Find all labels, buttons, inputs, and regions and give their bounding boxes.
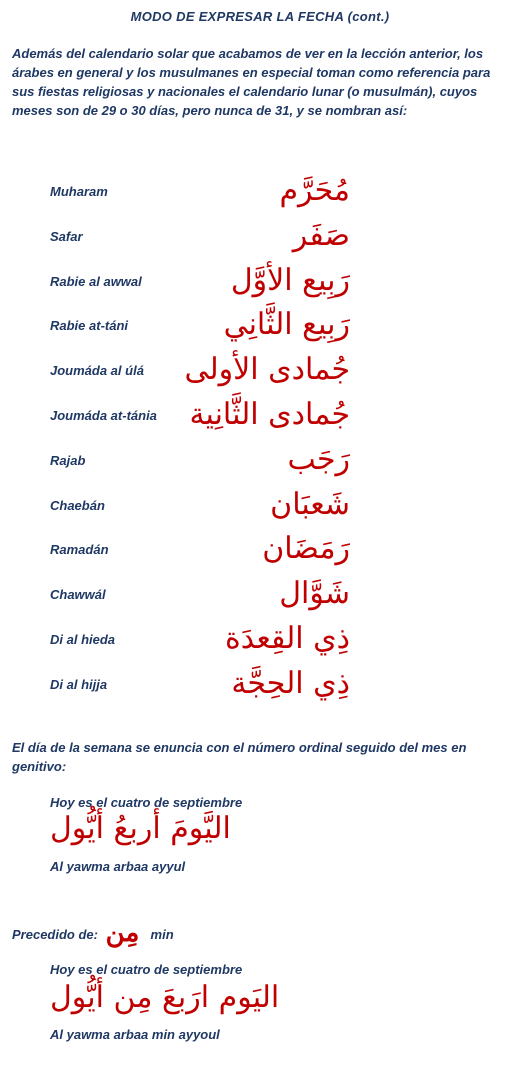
month-arabic: رَبِيع الأوَّل [230, 263, 350, 298]
month-arabic: رَمَضَان [262, 531, 350, 566]
month-row [0, 435, 520, 479]
month-latin: Chaebán [50, 498, 105, 513]
month-latin: Ramadán [50, 542, 109, 557]
month-arabic: شَعبَان [270, 487, 350, 522]
month-row [0, 480, 520, 524]
month-latin: Safar [50, 229, 83, 244]
month-latin: Joumáda al úlá [50, 363, 144, 378]
month-arabic: شَوَّال [279, 576, 350, 611]
month-latin: Rabie at-táni [50, 318, 129, 333]
month-arabic: جُمادى الثَّانِية [189, 397, 350, 432]
intro-paragraph: Además del calendario solar que acabamos de ver en la lección anterior, los árabes en general y los musulmanes en especial toman como referencia para sus fiestas religiosas y nacionales el calendario lunar (o musulmán), cuyos meses son de 29 o 30 días, pero nunca de 31, y se nombran así: [12, 46, 491, 118]
month-arabic: جُمادى الأولى [184, 352, 350, 387]
month-latin: Rajab [50, 453, 86, 468]
example1-arabic: اليَّومَ أربعُ أيُّول [50, 811, 231, 846]
month-latin: Di al hijja [50, 677, 108, 692]
month-row [0, 166, 520, 210]
min-arabic: مِن [105, 918, 140, 948]
example2-arabic: اليَوم ارَبعَ مِن أيُّول [50, 980, 280, 1015]
example1-spanish: Hoy es el cuatro de septiembre [50, 795, 243, 810]
month-row [0, 390, 520, 434]
month-row [0, 300, 520, 344]
month-row [0, 345, 520, 389]
month-row [0, 256, 520, 300]
month-latin: Rabie al awwal [50, 274, 142, 289]
month-arabic: رَبِيع الثَّانِي [223, 307, 350, 342]
month-row [0, 211, 520, 255]
month-arabic: رَجَب [287, 442, 350, 477]
month-latin: Di al hieda [50, 632, 116, 647]
month-arabic: ذِي القِعدَة [225, 621, 350, 656]
preceded-label: Precedido de: [12, 927, 98, 942]
example2-transliteration: Al yawma arbaa min ayyoul [50, 1027, 220, 1042]
month-row [0, 614, 520, 658]
month-arabic: ذِي الحِجَّة [231, 666, 350, 701]
weekday-explanation: El día de la semana se enuncia con el número ordinal seguido del mes en genitivo: [12, 740, 467, 774]
example1-transliteration: Al yawma arbaa ayyul [50, 859, 186, 874]
month-latin: Joumáda at-tánia [50, 408, 157, 423]
month-latin: Muharam [50, 184, 108, 199]
month-row [0, 524, 520, 568]
page-title: MODO DE EXPRESAR LA FECHA (cont.) [130, 9, 390, 24]
month-latin: Chawwál [50, 587, 106, 602]
min-latin: min [150, 927, 174, 942]
month-arabic: صَفَر [292, 218, 350, 253]
month-row [0, 659, 520, 703]
month-row [0, 569, 520, 613]
preceded-line [12, 918, 174, 948]
month-arabic: مُحَرَّم [279, 173, 350, 208]
example2-spanish: Hoy es el cuatro de septiembre [50, 962, 243, 977]
